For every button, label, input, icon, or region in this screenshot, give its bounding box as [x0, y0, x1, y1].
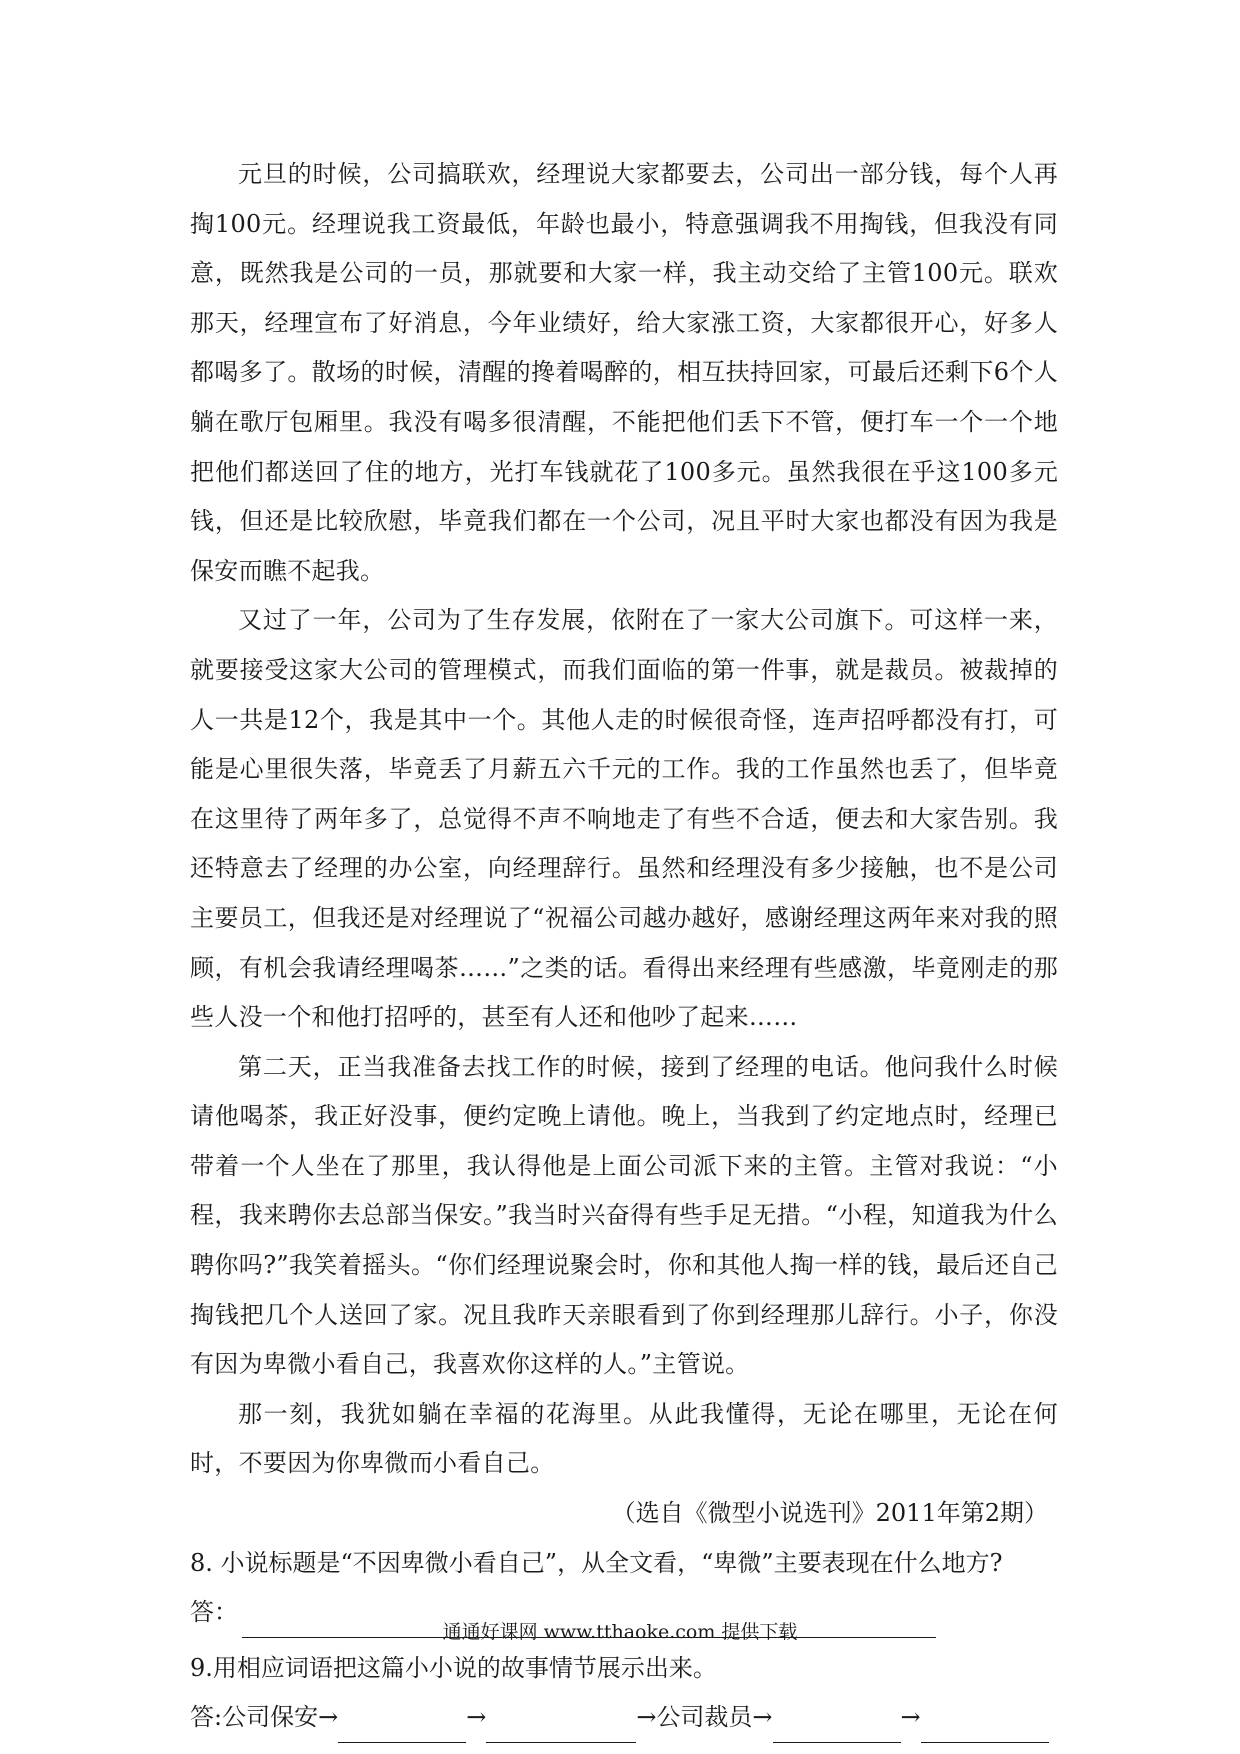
paragraph-3: 第二天，正当我准备去找工作的时候，接到了经理的电话。他问我什么时候请他喝茶，我正好没事，便约定晚上请他。晚上，当我到了约定地点时，经理已带着一个人坐在了那里，我认得他是上面公司派下来的主管。主管对我说：“小程，我来聘你去总部当保安。”我当时兴奋得有些手足无措。“小程，知道我为什么聘你吗?”我笑着摇头。“你们经理说聚会时，你和其他人掏一样的钱，最后还自己掏钱把几个人送回了家。况且我昨天亲眼看到了你到经理那儿辞行。小子，你没有因为卑微小看自己，我喜欢你这样的人。”主管说。 [190, 1052, 1058, 1379]
plot-blank-3[interactable] [486, 1706, 636, 1743]
answer-8-label: 答： [190, 1598, 238, 1627]
question-8: 8. 小说标题是“不因卑微小看自己”，从全文看，“卑微”主要表现在什么地方? [190, 1548, 1003, 1577]
answer-9-line [190, 1693, 1058, 1743]
plot-blank-6[interactable] [921, 1706, 1049, 1743]
question-9: 9.用相应词语把这篇小小说的故事情节展示出来。 [190, 1653, 717, 1682]
plot-blank-2[interactable] [338, 1706, 466, 1743]
arrow-icon: → [636, 1703, 657, 1732]
paragraph-2: 又过了一年，公司为了生存发展，依附在了一家大公司旗下。可这样一来，就要接受这家大公司的管理模式，而我们面临的第一件事，就是裁员。被裁掉的人一共是12个，我是其中一个。其他人走的时候很奇怪，连声招呼都没有打，可能是心里很失落，毕竟丢了月薪五六千元的工作。我的工作虽然也丢了，但毕竟在这里待了两年多了，总觉得不声不响地走了有些不合适，便去和大家告别。我还特意去了经理的办公室，向经理辞行。虽然和经理没有多少接触，也不是公司主要员工，但我还是对经理说了“祝福公司越办越好，感谢经理这两年来对我的照顾，有机会我请经理喝茶……”之类的话。看得出来经理有些感激，毕竟刚走的那些人没一个和他打招呼的，甚至有人还和他吵了起来…… [190, 606, 1058, 1032]
paragraph-4: 那一刻，我犹如躺在幸福的花海里。从此我懂得，无论在哪里，无论在何时，不要因为你卑微而小看自己。 [190, 1399, 1058, 1478]
source-citation: （选自《微型小说选刊》2011年第2期） [611, 1499, 1048, 1528]
arrow-icon: → [900, 1703, 921, 1732]
plot-step-1: 公司保安 [222, 1703, 319, 1732]
plot-step-4: 公司裁员 [656, 1703, 753, 1732]
arrow-icon: → [752, 1703, 773, 1732]
paragraph-1: 元旦的时候，公司搞联欢，经理说大家都要去，公司出一部分钱，每个人再掏100元。经理说我工资最低，年龄也最小，特意强调我不用掏钱，但我没有同意，既然我是公司的一员，那就要和大家一样，我主动交给了主管100元。联欢那天，经理宣布了好消息，今年业绩好，给大家涨工资，大家都很开心，好多人都喝多了。散场的时候，清醒的搀着喝醉的，相互扶持回家，可最后还剩下6个人躺在歌厅包厢里。我没有喝多很清醒，不能把他们丢下不管，便打车一个一个地把他们都送回了住的地方，光打车钱就花了100多元。虽然我很在乎这100多元钱，但还是比较欣慰，毕竟我们都在一个公司，况且平时大家也都没有因为我是保安而瞧不起我。 [190, 160, 1058, 585]
arrow-icon: → [318, 1703, 339, 1732]
page-footer: 通通好课网 www.tthaoke.com 提供下载 [442, 1621, 798, 1643]
document-page [190, 150, 1058, 1749]
plot-blank-5[interactable] [773, 1706, 901, 1743]
arrow-icon: → [466, 1703, 487, 1732]
answer-9-label: 答: [190, 1703, 223, 1732]
